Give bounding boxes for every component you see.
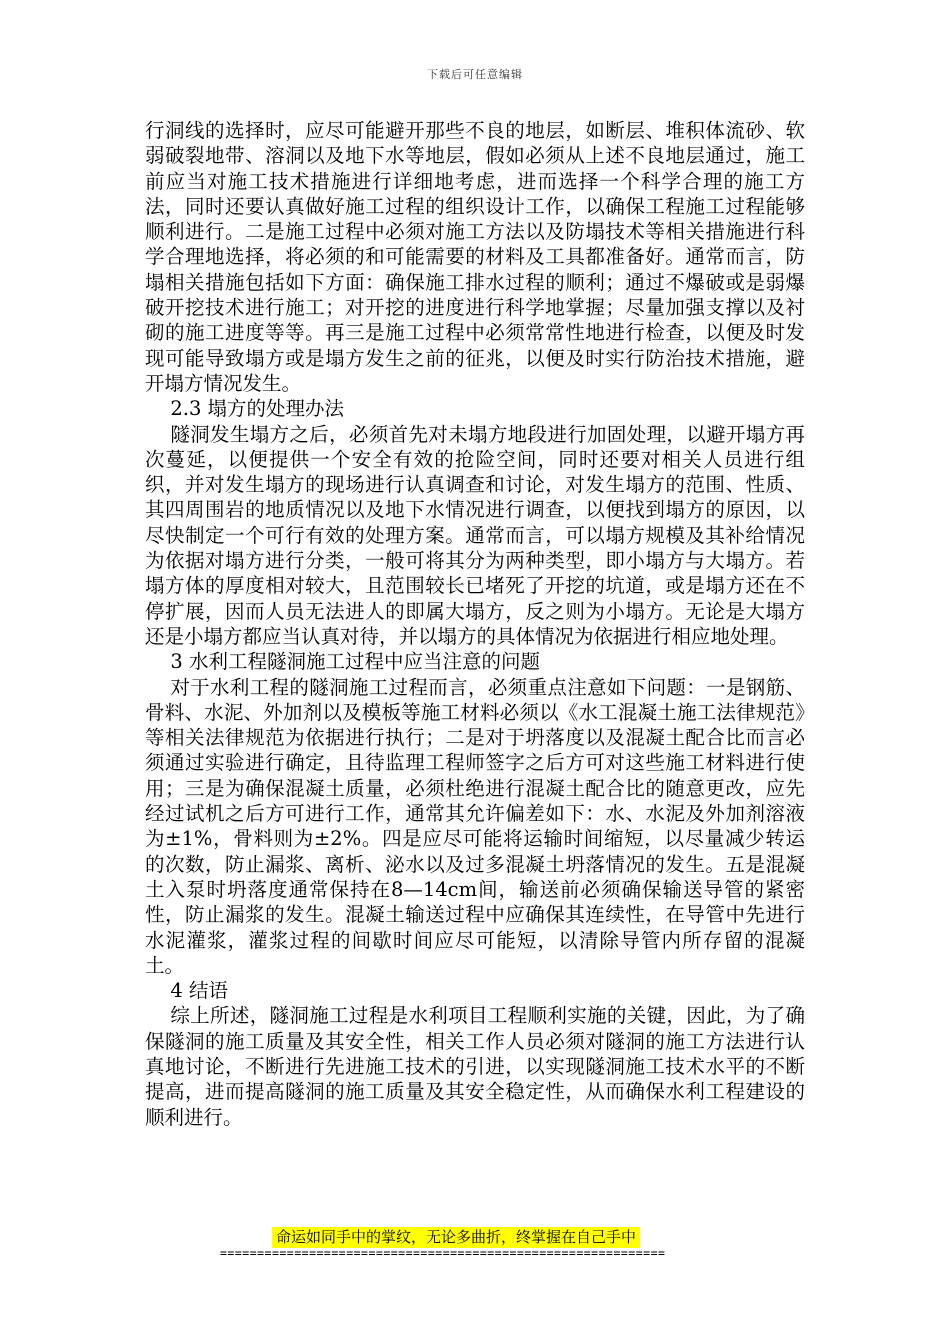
- section-heading-2-3: 2.3 塌方的处理办法: [170, 397, 345, 421]
- section-heading-3: 3 水利工程隧洞施工过程中应当注意的问题: [170, 650, 540, 674]
- paragraph-collapse-handling: 隧洞发生塌方之后，必须首先对未塌方地段进行加固处理，以避开塌方再次蔓延，以便提供一个安全有效的抢险空间，同时还要对相关人员进行组织，并对发生塌方的现场进行认真调查和讨论，对发生塌方的范围、性质、其四周围岩的地质情况以及地下水情况进行调查，以便找到塌方的原因，以尽快制定一个可行有效的处理方案。通常而言，可以塌方规模及其补给情况为依据对塌方进行分类，一般可将其分为两种类型，即小塌方与大塌方。若塌方体的厚度相对较大，且范围较长已堵死了开挖的坑道，或是塌方还在不停扩展，因而人员无法进人的即属大塌方，反之则为小塌方。无论是大塌方还是小塌方都应当认真对待，并以塌方的具体情况为依据进行相应地处理。: [145, 422, 805, 648]
- page-header: 下载后可任意编辑: [427, 68, 523, 81]
- paragraph-tunnel-line-selection: 行洞线的选择时，应尽可能避开那些不良的地层，如断层、堆积体流砂、软弱破裂地带、溶洞以及地下水等地层，假如必须从上述不良地层通过，施工前应当对施工技术措施进行详细地考虑，进而选择一个科学合理的施工方法，同时还要认真做好施工过程的组织设计工作，以确保工程施工过程能够顺利进行。二是施工过程中必须对施工方法以及防塌技术等相关措施进行科学合理地选择，将必须的和可能需要的材料及工具都准备好。通常而言，防塌相关措施包括如下方面：确保施工排水过程的顺利；通过不爆破或是弱爆破开挖技术进行施工；对开挖的进度进行科学地掌握；尽量加强支撑以及衬砌的施工进度等等。再三是施工过程中必须常常性地进行检查，以便及时发现可能导致塌方或是塌方发生之前的征兆，以便及时实行防治技术措施，避开塌方情况发生。: [145, 119, 805, 395]
- section-heading-4: 4 结语: [170, 979, 228, 1003]
- footer-motto-highlight: 命运如同手中的掌纹，无论多曲折，终掌握在自己手中: [272, 1227, 640, 1248]
- document-body: [145, 118, 805, 1130]
- footer-divider-rule: ============================================================: [220, 1246, 666, 1260]
- paragraph-conclusion: 综上所述，隧洞施工过程是水利项目工程顺利实施的关键，因此，为了确保隧洞的施工质量及其安全性，相关工作人员必须对隧洞的施工方法进行认真地讨论，不断进行先进施工技术的引进，以实现隧洞施工技术水平的不断提高，进而提高隧洞的施工质量及其安全稳定性，从而确保水利工程建设的顺利进行。: [145, 1004, 805, 1129]
- paragraph-construction-notes: 对于水利工程的隧洞施工过程而言，必须重点注意如下问题：一是钢筋、骨料、水泥、外加剂以及模板等施工材料必须以《水工混凝土施工法律规范》等相关法律规范为依据进行执行；二是对于坍落度以及混凝土配合比而言必须通过实验进行确定，且待监理工程师签字之后方可对这些施工材料进行使用；三是为确保混凝土质量，必须杜绝进行混凝土配合比的随意更改，应先经过试机之后方可进行工作，通常其允许偏差如下：水、水泥及外加剂溶液为±1%，骨料则为±2%。四是应尽可能将运输时间缩短，以尽量减少转运的次数，防止漏浆、离析、泌水以及过多混凝土坍落情况的发生。五是混凝土入泵时坍落度通常保持在8—14cm间，输送前必须确保输送导管的紧密性，防止漏浆的发生。混凝土输送过程中应确保其连续性，在导管中先进行水泥灌浆，灌浆过程的间歇时间应尽可能短，以清除导管内所存留的混凝土。: [145, 675, 805, 977]
